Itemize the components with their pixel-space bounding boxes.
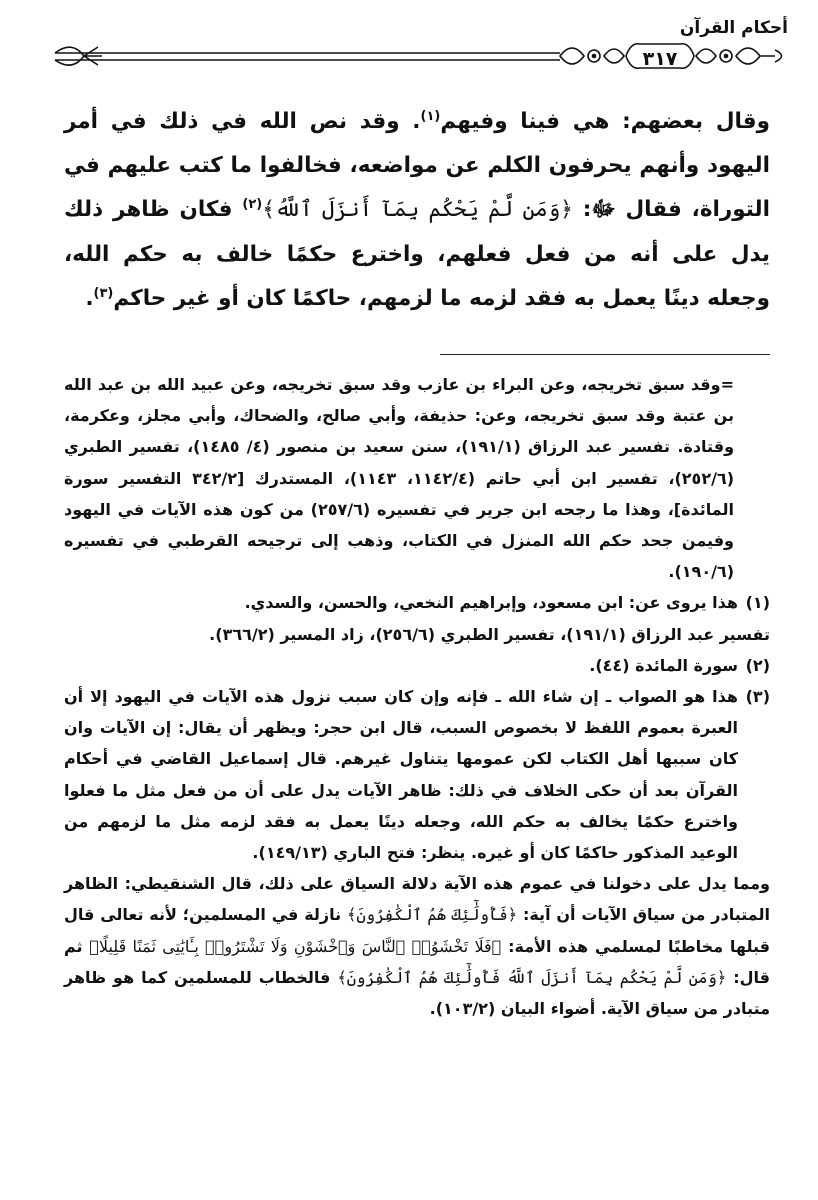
footnote-3 [64, 681, 770, 868]
main-paragraph [64, 100, 770, 321]
text-segment: فالخطاب للمسلمين كما هو ظاهر متبادر من سياق الآية. أضواء البيان (١٠٣/٢). [64, 967, 770, 1019]
footnote-number: (٣) [745, 687, 770, 707]
quran-verse: ﴿فَأُولَٰٓئِكَ هُمُ ٱلْكَٰفِرُونَ﴾ [347, 905, 518, 925]
footnote-final-paragraph [64, 868, 770, 1024]
text-segment: . [85, 285, 94, 311]
footnote-body: سورة المائدة (٤٤). [589, 655, 738, 675]
footnotes [64, 369, 770, 1024]
footnote-ref-3: (٣) [93, 285, 114, 301]
footnote-number: (١) [745, 593, 770, 613]
footnote-body [64, 587, 738, 618]
text-segment: ثم قال: [64, 936, 770, 987]
quran-verse: ﴿وَمَن لَّمْ يَحْكُم بِمَآ أَنزَلَ ٱللَّهُ فَأُولَٰٓئِكَ هُمُ ٱلْكَٰفِرُونَ﴾ [337, 967, 727, 987]
footnote-line: هذا يروى عن: ابن مسعود، وإبراهيم النخعي، والحسن، والسدي. [244, 593, 738, 613]
book-title: أحكام القرآن [679, 18, 788, 38]
footnote-1 [64, 587, 770, 618]
footnote-2 [64, 650, 770, 681]
text-segment: ومما يدل على دخولنا في عموم هذه الآية دلالة السياق على ذلك، قال الشنقيطي: الظاهر المتبادر من سياق الآيات أن آية: [64, 874, 771, 925]
footnote-ref-2: (٢) [242, 197, 263, 213]
text-segment: وقال بعضهم: هي فينا وفيهم [440, 109, 770, 134]
footnote-number: (٢) [745, 655, 770, 675]
header-ornament [0, 0, 818, 100]
footnote-separator [440, 354, 770, 355]
main-text [64, 100, 770, 321]
footnote-body: هذا هو الصواب ـ إن شاء الله ـ فإنه وإن كان سبب نزول هذه الآيات في اليهود إلا أن العبرة بعموم اللفظ لا بخصوص السبب، قال ابن حجر: ويظهر أن يقال: إن الآيات وان كان سببها أهل الكتاب لكن عمومها يتناول غيرهم. قال إسماعيل القاضي في أحكام القرآن بعد أن حكى الخلاف في ذلك: ظاهر الآيات يدل على أن من فعل مثل ما فعلوا واخترع حكمًا يخالف به حكم الله، وجعله دينًا يعمل به فقد لزمه مثل ما لزمهم من الوعيد المذكور حاكمًا كان أو غيره. ينظر: فتح الباري (١٤٩/١٣). [64, 687, 738, 863]
footnote-1-sources: تفسير عبد الرزاق (١٩١/١)، تفسير الطبري (٢٥٦/٦)، زاد المسير (٣٦٦/٢). [209, 624, 770, 644]
quran-verse: ﴿فَلَا تَخْشَوُا۟ ٱلنَّاسَ وَٱخْشَوْنِ وَلَا تَشْتَرُوا۟ بِـَٔايَٰتِى ثَمَنًا قَلِيلًا﴾ [89, 936, 502, 956]
footnote-continuation: =وقد سبق تخريجه، وعن البراء بن عازب وقد سبق تخريجه، وعن عبيد الله بن عبد الله بن عتبة وقد سبق تخريجه، وعن: حذيفة، وأبي صالح، والضحاك، وأبي مجلز، وعكرمة، وقتادة. تفسير عبد الرزاق (١٩١/١)، سنن سعيد بن منصور (٤/ ١٤٨٥)، تفسير الطبري (٢٥٢/٦)، تفسير ابن أبي حاتم (١١٤٢/٤، ١١٤٣)، المستدرك [٣٤٢/٢ التفسير سورة المائدة]، وهذا ما رجحه ابن جرير في تفسيره (٢٥٧/٦) من كون هذه الآيات في اليهود وفيمن جحد حكم الله المنزل في الكتاب، وذهب إلى ترجيحه القرطبي في تفسيره (١٩٠/٦). [64, 375, 735, 582]
quran-verse: ﴿وَمَن لَّمْ يَحْكُم بِمَآ أَنزَلَ ٱللَّهُ﴾ [262, 197, 573, 223]
page-header [0, 0, 818, 100]
footnote-ref-1: (١) [420, 108, 441, 124]
text-segment: نازلة في المسلمين؛ لأنه تعالى قال قبلها مخاطبًا لمسلمي هذه الأمة: [64, 905, 770, 956]
text-segment: فكان ظاهر ذلك يدل على أنه من فعل فعلهم، واخترع حكمًا خالف به حكم الله، وجعله دينًا يعمل به فقد لزمه ما لزمهم، حاكمًا كان أو غير حاكم [64, 197, 770, 311]
page-number: ٣١٧ [642, 48, 678, 70]
text-segment: . وقد نص الله في ذلك في أمر اليهود وأنهم يحرفون الكلم عن مواضعه، فخالفوا ما كتب عليهم في التوراة، فقال ﷻ: [64, 109, 770, 223]
